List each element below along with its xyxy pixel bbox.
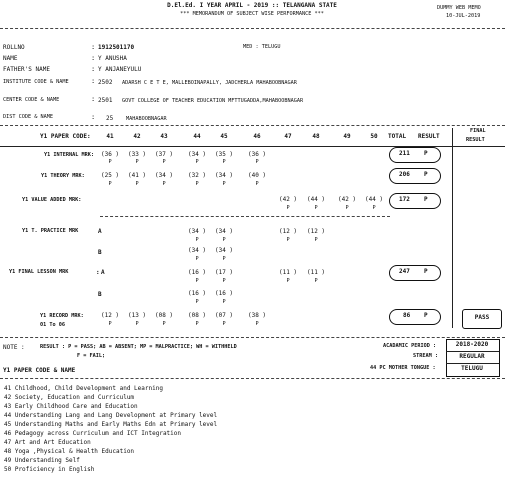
value-mark-49: (42 ): [337, 196, 357, 203]
code-44: 44: [193, 133, 201, 140]
code-47: 47: [284, 133, 292, 140]
record-mark-42: (13 ): [127, 312, 147, 319]
paper-item: 43 Early Childhood Care and Education: [4, 403, 138, 410]
tongue-label: 44 PC MOTHER TONGUE :: [370, 365, 436, 371]
lesson-total-oval: [389, 265, 441, 281]
tongue-value: TELUGU: [461, 365, 483, 372]
code-50: 50: [370, 133, 378, 140]
practice-b-p-45: P: [222, 256, 226, 262]
practice-a-p-45: P: [222, 237, 226, 243]
internal-p-41: P: [108, 159, 112, 165]
internal-label: Y1 INTERNAL MRK:: [44, 152, 94, 158]
theory-p-42: P: [135, 181, 139, 187]
final-header: FINAL: [470, 128, 486, 134]
value-p-50: P: [372, 205, 376, 211]
practice-a-p-44: P: [195, 237, 199, 243]
internal-mark-42: (33 ): [127, 151, 147, 158]
paper-item: 50 Proficiency in English: [4, 466, 95, 473]
center-code: 2501: [98, 97, 113, 104]
theory-mark-45: (34 ): [214, 172, 234, 179]
record-p-42: P: [135, 321, 139, 327]
academic-label: ACADAMIC PERIOD :: [383, 343, 437, 349]
record-mark-41: (12 ): [100, 312, 120, 319]
details-divider: [0, 125, 505, 126]
memo-title: D.El.Ed. I YEAR APRIL - 2019 :: TELANGANA STATE: [167, 2, 337, 9]
final-header-2: RESULT: [466, 137, 485, 143]
value-total: 172: [399, 196, 410, 203]
value-added-label: Y1 VALUE ADDED MRK:: [22, 197, 82, 203]
code-48: 48: [312, 133, 320, 140]
theory-mark-46: (40 ): [247, 172, 267, 179]
internal-p-45: P: [222, 159, 226, 165]
internal-p-43: P: [162, 159, 166, 165]
value-p-48: P: [314, 205, 318, 211]
code-42: 42: [133, 133, 141, 140]
lesson-a-p-45: P: [222, 278, 226, 284]
value-total-oval: [389, 193, 441, 209]
name-label: NAME: [3, 55, 18, 62]
institute-code: 2502: [98, 79, 113, 86]
theory-result: P: [424, 171, 428, 178]
paper-item: 41 Childhood, Child Development and Learning: [4, 385, 163, 392]
practice-a-mark-47: (12 ): [278, 228, 298, 235]
internal-result: P: [424, 150, 428, 157]
value-p-47: P: [286, 205, 290, 211]
district-code: 25: [106, 115, 114, 122]
academic-value: 2018-2020: [455, 341, 489, 348]
record-p-46: P: [255, 321, 259, 327]
rollno-label: ROLLNO: [3, 44, 25, 51]
internal-mark-45: (35 ): [214, 151, 234, 158]
lesson-b-p-44: P: [195, 299, 199, 305]
district-label: DIST CODE & NAME: [3, 114, 53, 120]
theory-p-46: P: [255, 181, 259, 187]
stream-value: REGULAR: [459, 353, 485, 360]
lesson-a-p-44: P: [195, 278, 199, 284]
table-bottom-divider: [0, 337, 505, 338]
record-p-44: P: [195, 321, 199, 327]
internal-mark-41: (36 ): [100, 151, 120, 158]
lesson-b-label: B: [98, 291, 102, 298]
internal-mark-43: (37 ): [154, 151, 174, 158]
internal-mark-46: (36 ): [247, 151, 267, 158]
record-p-45: P: [222, 321, 226, 327]
theory-label: Y1 THEORY MRK:: [41, 173, 85, 179]
practice-a-p-48: P: [314, 237, 318, 243]
lesson-a-label: A: [101, 269, 105, 276]
value-mark-47: (42 ): [278, 196, 298, 203]
paper-item: 48 Yoga ,Physical & Health Education: [4, 448, 135, 455]
record-total-oval: [389, 309, 441, 325]
note-result-line: RESULT : P = PASS; AB = ABSENT; MP = MALPRACTICE; WH = WITHHELD: [40, 344, 237, 350]
lesson-a-mark-44: (16 ): [187, 269, 207, 276]
institute-name: ADARSH C E T E, MALLEBOINAPALLY, JADCHERLA MAHABOOBNAGAR: [122, 80, 297, 86]
memo-date: 10-JUL-2019: [446, 13, 481, 19]
practice-label: Y1 T. PRACTICE MRK: [22, 228, 79, 234]
lesson-label: Y1 FINAL LESSON MRK: [9, 269, 69, 275]
paper-item: 46 Pedagogy across Curriculum and ICT Integration: [4, 430, 182, 437]
practice-a-mark-48: (12 ): [306, 228, 326, 235]
code-43: 43: [160, 133, 168, 140]
internal-mark-44: (34 ): [187, 151, 207, 158]
record-mark-45: (07 ): [214, 312, 234, 319]
paper-code-label: Y1 PAPER CODE:: [40, 133, 91, 140]
practice-b-label: B: [98, 249, 102, 256]
theory-p-43: P: [162, 181, 166, 187]
father-label: FATHER'S NAME: [3, 66, 50, 73]
lesson-a-p-47: P: [286, 278, 290, 284]
lesson-b-mark-44: (16 ): [187, 290, 207, 297]
record-p-41: P: [108, 321, 112, 327]
memo-subtitle: *** MEMORANDUM OF SUBJECT WISE PERFORMANCE ***: [180, 11, 324, 17]
record-total: 86: [403, 312, 411, 319]
record-label: Y1 RECORD MRK:: [40, 313, 84, 319]
theory-p-41: P: [108, 181, 112, 187]
theory-p-44: P: [195, 181, 199, 187]
header-divider: [0, 28, 505, 29]
dummy-label: DUMMY WEB MEMO: [437, 5, 481, 11]
theory-total-oval: [389, 168, 441, 184]
record-mark-44: (08 ): [187, 312, 207, 319]
theory-mark-42: (41 ): [127, 172, 147, 179]
internal-total: 211: [399, 150, 410, 157]
practice-b-mark-45: (34 ): [214, 247, 234, 254]
theory-mark-43: (34 ): [154, 172, 174, 179]
paper-item: 44 Understanding Lang and Lang Development at Primary level: [4, 412, 218, 419]
internal-total-oval: [389, 147, 441, 163]
record-mark-46: (38 ): [247, 312, 267, 319]
district-name: MAHABOOBNAGAR: [126, 116, 167, 122]
value-result: P: [424, 196, 428, 203]
practice-a-p-47: P: [286, 237, 290, 243]
lesson-a-mark-45: (17 ): [214, 269, 234, 276]
paper-item: 49 Understanding Self: [4, 457, 80, 464]
lesson-a-mark-48: (11 ): [306, 269, 326, 276]
medium-label: MED : TELUGU: [243, 44, 281, 50]
note-fail-line: F = FAIL;: [77, 353, 106, 359]
practice-b-mark-44: (34 ): [187, 247, 207, 254]
lesson-a-p-48: P: [314, 278, 318, 284]
lesson-a-mark-47: (11 ): [278, 269, 298, 276]
stream-label: STREAM :: [413, 353, 438, 359]
code-41: 41: [106, 133, 114, 140]
code-46: 46: [253, 133, 261, 140]
theory-mark-44: (32 ): [187, 172, 207, 179]
center-label: CENTER CODE & NAME: [3, 97, 60, 103]
practice-a-mark-45: (34 ): [214, 228, 234, 235]
paper-item: 42 Society, Education and Curriculum: [4, 394, 135, 401]
internal-p-44: P: [195, 159, 199, 165]
value-p-49: P: [345, 205, 349, 211]
code-49: 49: [343, 133, 351, 140]
lesson-total: 247: [399, 268, 410, 275]
value-divider: [100, 216, 390, 217]
paper-item: 45 Understanding Maths and Early Maths Edn at Primary level: [4, 421, 218, 428]
internal-p-46: P: [255, 159, 259, 165]
value-mark-48: (44 ): [306, 196, 326, 203]
code-45: 45: [220, 133, 228, 140]
final-result: PASS: [474, 314, 490, 321]
record-mark-43: (08 ): [154, 312, 174, 319]
father-value: Y ANJANEYULU: [98, 66, 142, 73]
record-label-2: 01 To 06: [40, 322, 65, 328]
lesson-b-mark-45: (16 ): [214, 290, 234, 297]
note-label: NOTE :: [3, 344, 25, 351]
lesson-b-p-45: P: [222, 299, 226, 305]
paper-list-divider: [0, 378, 505, 379]
paper-item: 47 Art and Art Education: [4, 439, 91, 446]
internal-p-42: P: [135, 159, 139, 165]
record-result: P: [424, 312, 428, 319]
value-mark-50: (44 ): [364, 196, 384, 203]
rollno-value: 1912501170: [98, 44, 135, 51]
final-column-line: [452, 128, 453, 328]
practice-a-mark-44: (34 ): [187, 228, 207, 235]
record-p-43: P: [162, 321, 166, 327]
name-value: Y ANUSHA: [98, 55, 127, 62]
center-name: GOVT COLLEGE OF TEACHER EDUCATION MFTTUGADDA,MAHABOOBNAGAR: [122, 98, 304, 104]
result-header: RESULT: [418, 133, 440, 140]
institute-label: INSTITUTE CODE & NAME: [3, 79, 69, 85]
theory-p-45: P: [222, 181, 226, 187]
practice-b-p-44: P: [195, 256, 199, 262]
theory-total: 206: [399, 171, 410, 178]
lesson-result: P: [424, 268, 428, 275]
paper-list-heading: Y1 PAPER CODE & NAME: [3, 367, 76, 374]
practice-a-label: A: [98, 228, 102, 235]
total-header: TOTAL: [388, 133, 407, 140]
theory-mark-41: (25 ): [100, 172, 120, 179]
